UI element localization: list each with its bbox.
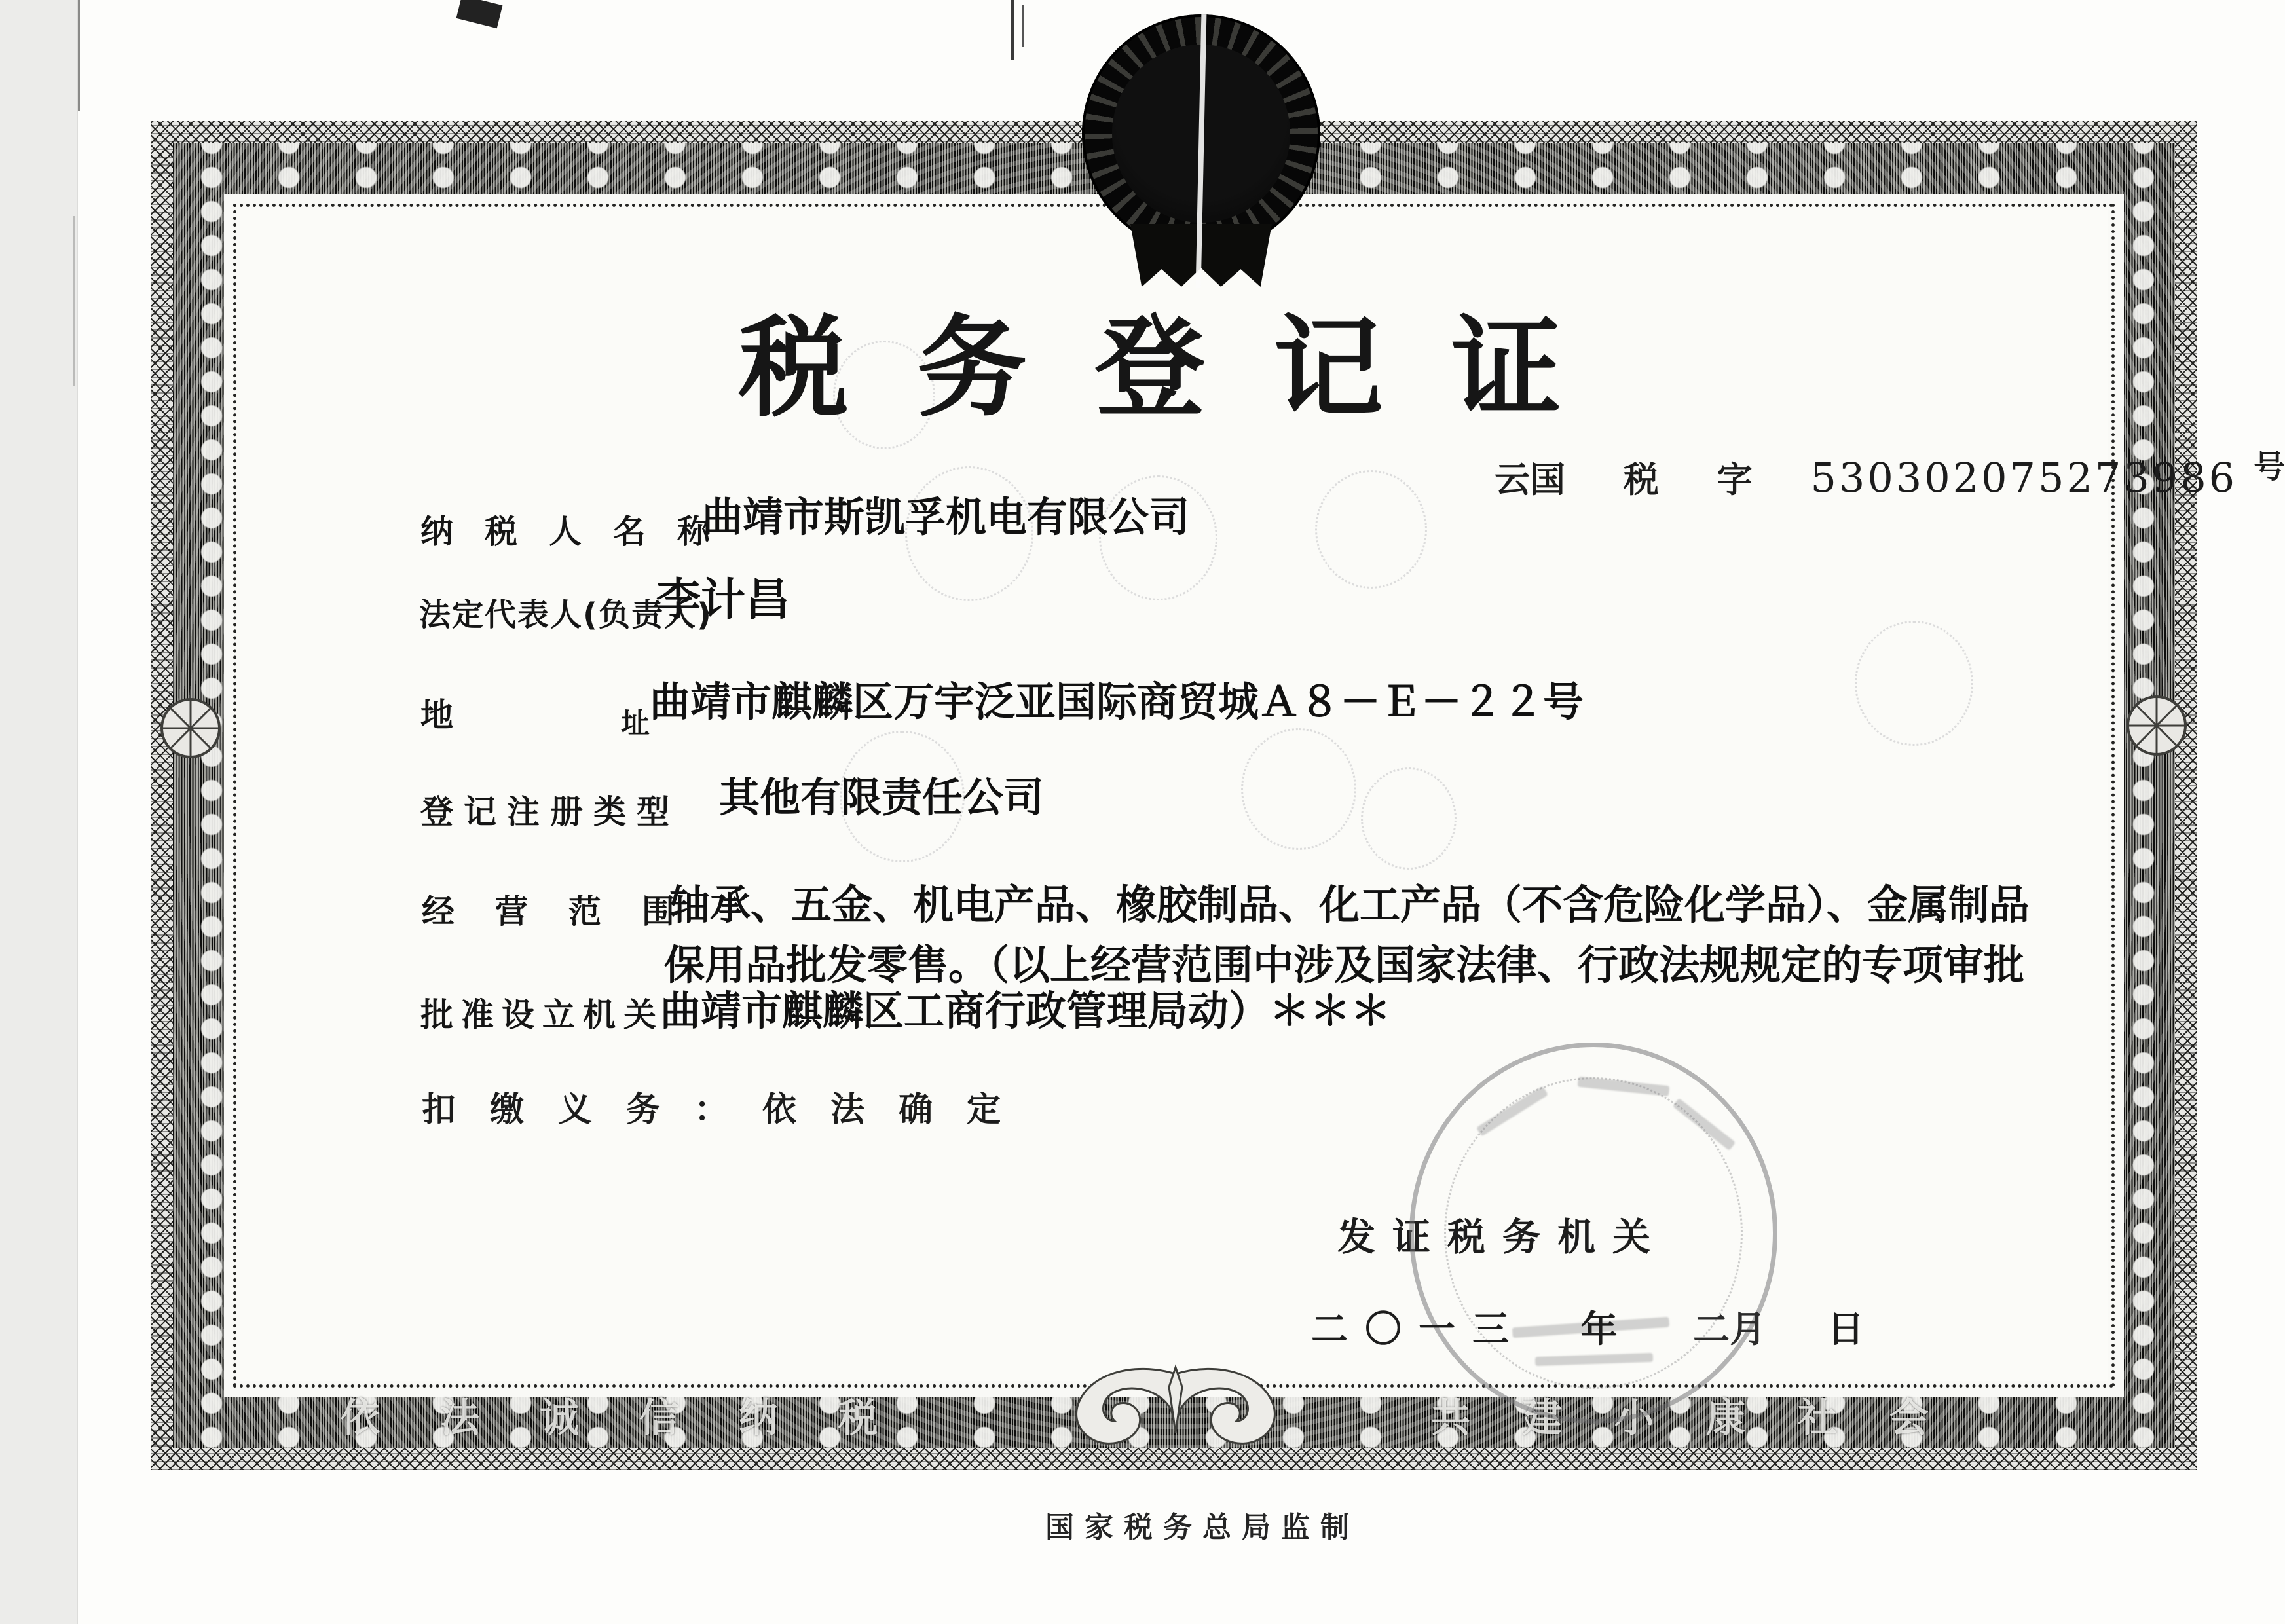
watermark-ghost-circle [1361,767,1457,870]
flourish-ornament-bottom [1028,1361,1323,1466]
approval-authority-value: 曲靖市麒麟区工商行政管理局动）＊＊＊ [660,987,1392,1035]
registration-type-value: 其他有限责任公司 [719,773,1045,821]
watermark-ghost-circle [1855,621,1973,746]
certificate-title: 税务登记证 [739,304,1629,432]
tax-authority-round-stamp [1409,1043,1777,1424]
serial-number-line [1495,449,2285,502]
issue-date-month: 二月 [1693,1308,1766,1351]
issue-date-year: 二〇一三 [1311,1308,1526,1351]
business-scope-label: 经营范围 [422,893,715,931]
issue-date-day-unit: 日 [1827,1308,1865,1351]
shell-ornament-left [155,689,227,767]
issue-date-row [1311,1301,1865,1353]
address-value: 曲靖市麒麟区万宇泛亚国际商贸城Ａ８－Ｅ－２２号 [650,678,1584,726]
scan-edge-strip [0,0,78,1624]
address-label-right: 址 [621,707,650,740]
issue-date-year-unit: 年 [1580,1308,1618,1351]
legal-representative-value: 李计昌 [656,574,790,626]
withholding-obligation-row: 扣缴义务：依法确定 [422,1090,1035,1130]
footer-issuing-bureau: 国家税务总局监制 [1045,1511,1360,1544]
taxpayer-name-value: 曲靖市斯凯孚机电有限公司 [702,493,1190,541]
shell-ornament-right [2121,686,2193,765]
watermark-ghost-circle [1241,728,1356,850]
scan-artifact-line [1011,0,1014,60]
border-slogan-left: 依法诚信纳税 [341,1395,938,1441]
business-scope-line2: 保用品批发零售。（以上经营范围中涉及国家法律、行政法规规定的专项审批 [664,941,2025,989]
taxpayer-name-label: 纳税人名称 [420,513,741,551]
approval-authority-label: 批准设立机关 [420,996,664,1034]
issuing-authority-label: 发证税务机关 [1337,1215,1668,1259]
serial-tax-char: 税 [1623,459,1659,500]
business-scope-line1: 轴承、五金、机电产品、橡胶制品、化工产品（不含危险化学品）、金属制品 [669,881,2030,929]
scan-artifact-line [1022,5,1024,47]
serial-zi-char: 字 [1717,459,1753,500]
serial-number: 530302075273986 [1810,454,2238,502]
serial-suffix: 号 [2253,449,2285,485]
serial-region: 云国 [1495,459,1565,500]
national-emblem [1082,14,1320,288]
watermark-ghost-circle [1315,470,1427,589]
legal-representative-label: 法定代表人(负责人) [419,597,713,633]
border-slogan-right: 共建小康社会 [1431,1395,1981,1441]
address-label-left: 地 [420,696,453,734]
scan-artifact-smudge [456,0,503,28]
registration-type-label: 登记注册类型 [420,793,680,831]
scan-artifact-line [78,0,80,111]
scan-artifact-line [73,216,75,386]
